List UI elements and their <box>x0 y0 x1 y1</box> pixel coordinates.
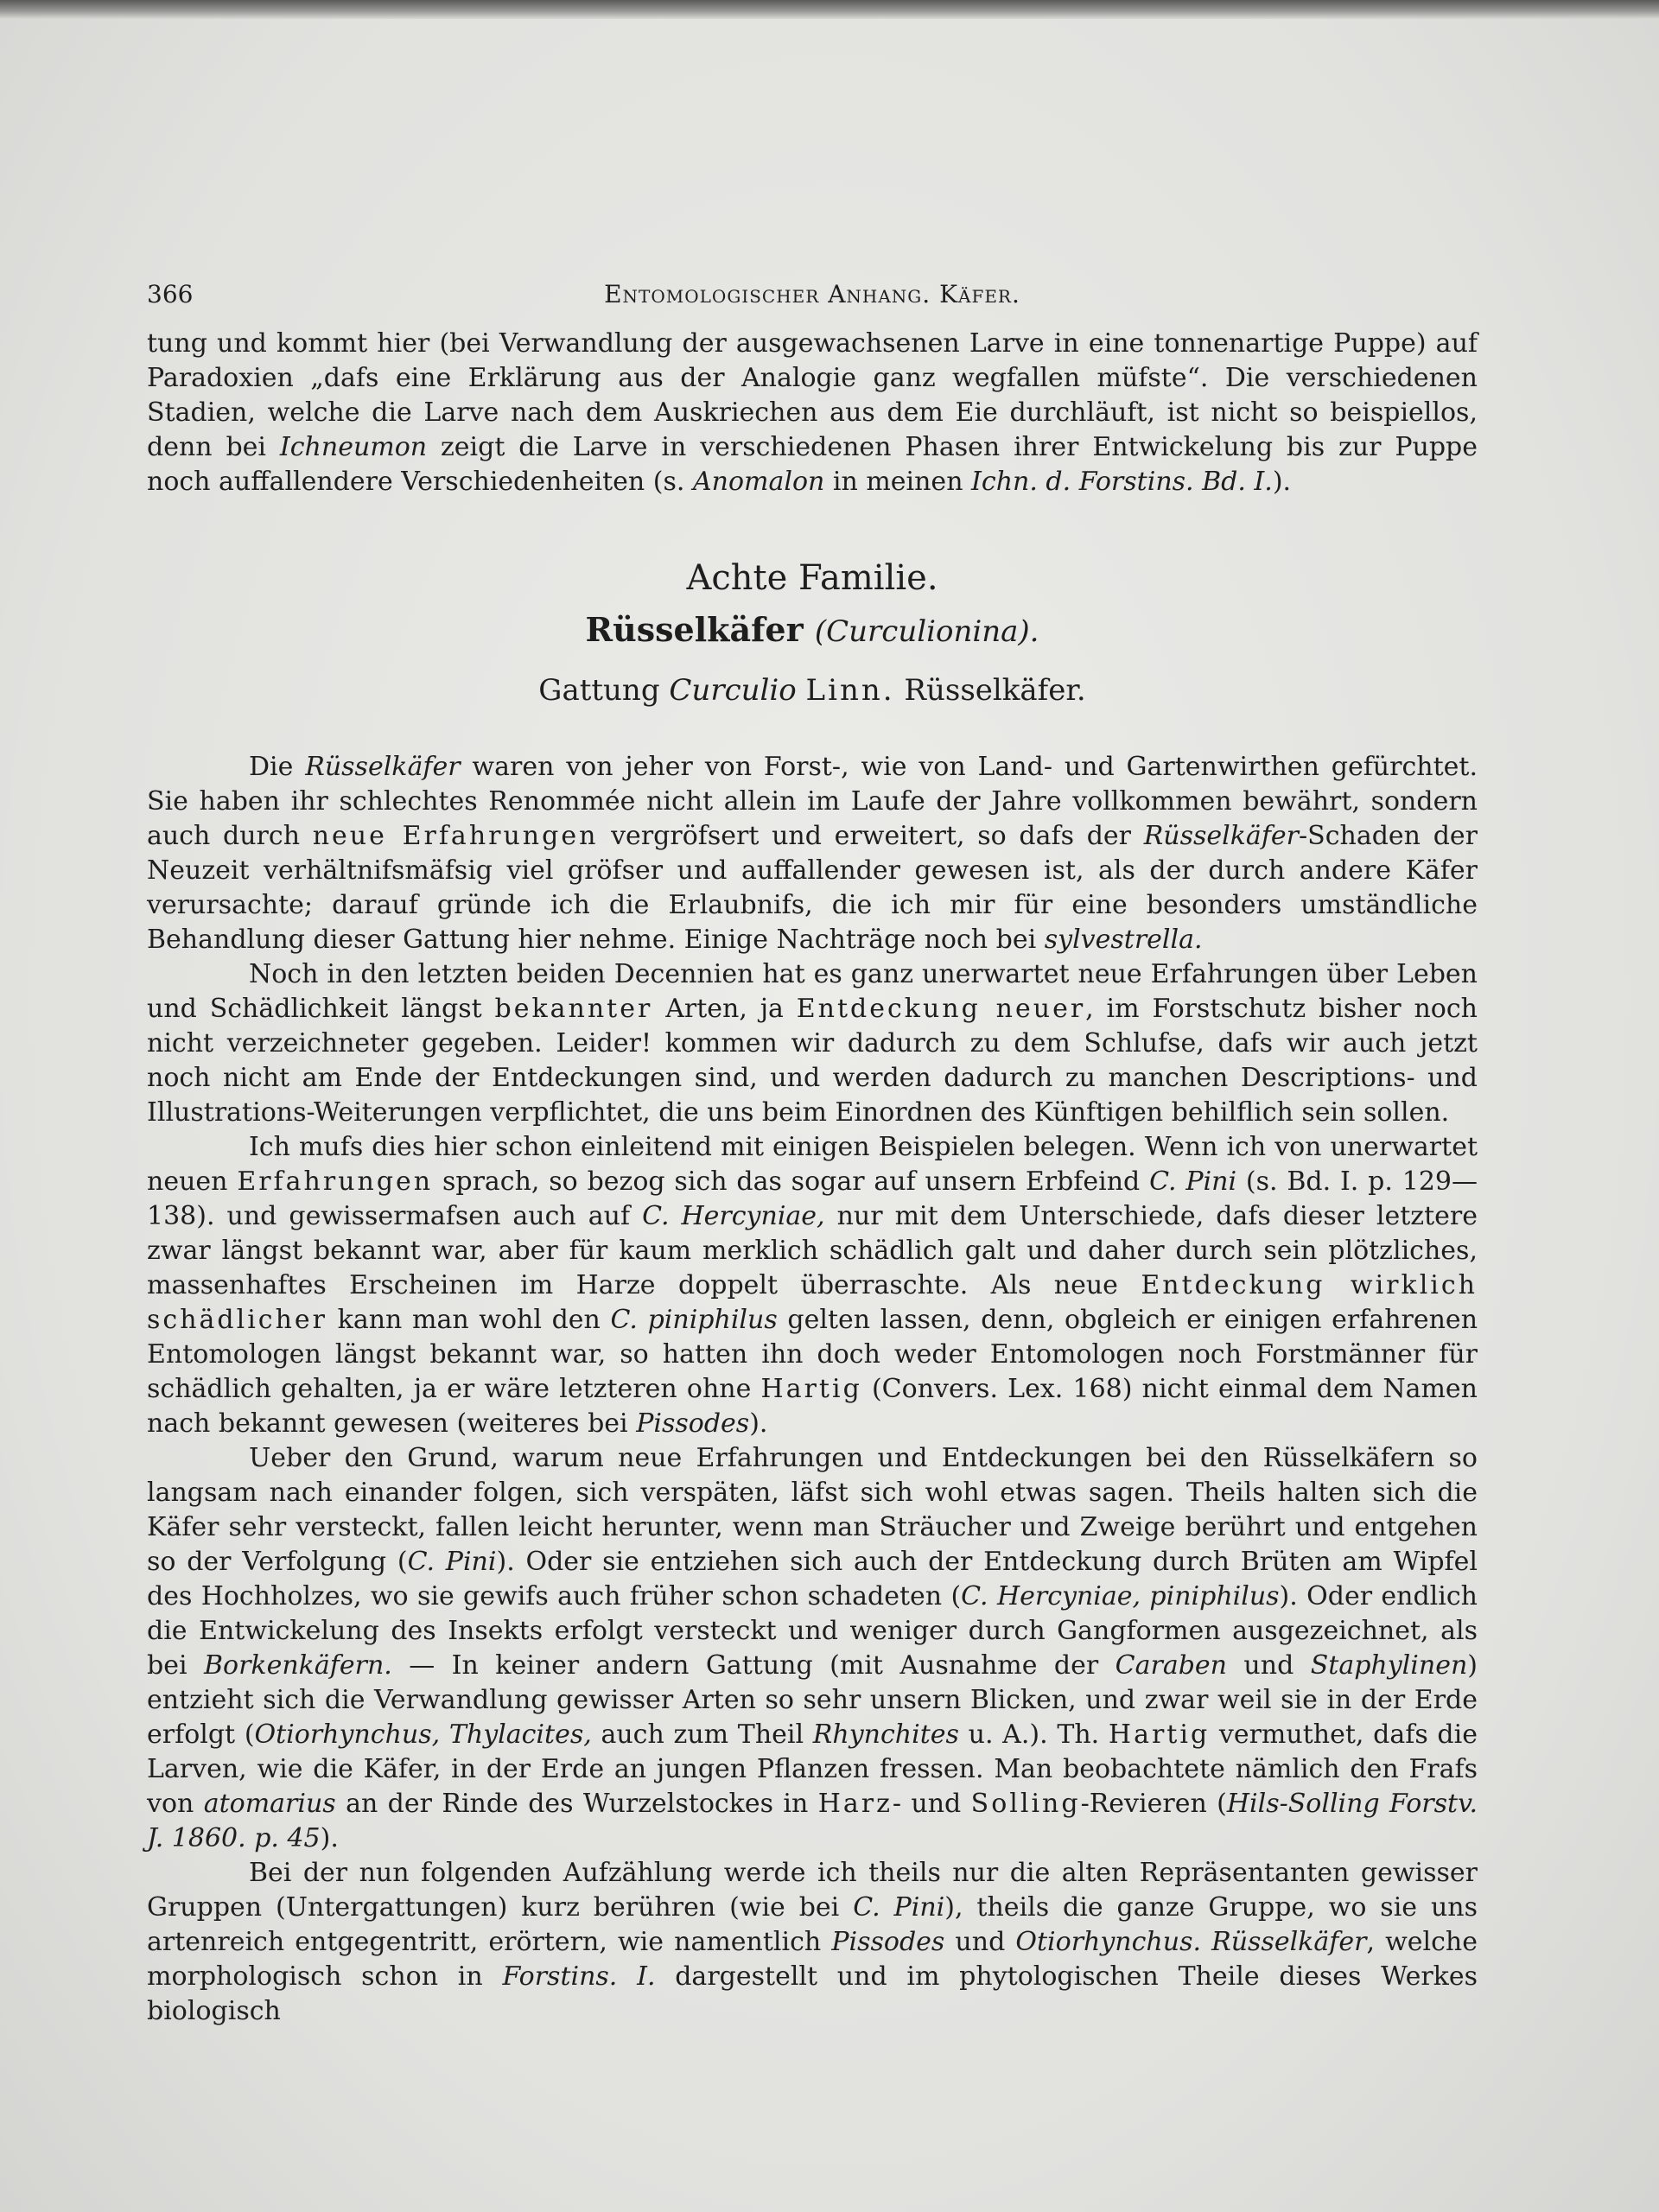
running-title: Entomologischer Anhang. Käfer. <box>604 280 1020 308</box>
running-head <box>147 273 1478 313</box>
text-column <box>147 273 1478 2029</box>
paragraph-2: Noch in den letzten beiden Decennien hat es ganz unerwartet neue Erfahrungen über Leben und Schädlichkeit längst bekannter Arten, ja Entdeckung neuer, im Forstschutz bisher noch nicht verzeichneter gegeben. Leider! kommen wir dadurch zu dem Schlufse, dafs wir auch jetzt noch nicht am Ende der Entdeckungen sind, und werden dadurch zu manchen Descriptions- und Illustrations-Weiterungen verpflichtet, die uns beim Einordnen des Künftigen behilflich sein sollen. <box>147 959 1478 1128</box>
family-name: Rüsselkäfer (Curculionina). <box>585 610 1039 649</box>
page-number: 366 <box>147 280 194 308</box>
intro-paragraph: tung und kommt hier (bei Verwandlung der ausgewachsenen Larve in eine tonnenartige Puppe) auf Paradoxien „dafs eine Erklärung aus der Analogie ganz wegfallen müfste“. Die verschiedenen Stadien, welche die Larve nach dem Auskriechen aus dem Eie durchläuft, ist nicht so beispiellos, denn bei Ichneumon zeigt die Larve in verschiedenen Phasen ihrer Entwickelung bis zur Puppe noch auffallendere Verschiedenheiten (s. Anomalon in meinen Ichn. d. Forstins. Bd. I.). <box>147 328 1478 497</box>
paragraph-1: Die Rüsselkäfer waren von jeher von Forst-, wie von Land- und Gartenwirthen gefürchtet. Sie haben ihr schlechtes Renommée nicht allein im Laufe der Jahre vollkommen bewährt, sondern auch durch neue Erfahrungen vergröfsert und erweitert, so dafs der Rüsselkäfer-Schaden der Neuzeit verhältnifsmäfsig viel gröfser und auffallender gewesen ist, als der durch andere Käfer verursachte; darauf gründe ich die Erlaubnifs, die ich mir für eine besonders umständliche Behandlung dieser Gattung hier nehme. Einige Nachträge noch bei sylvestrella. <box>147 752 1478 955</box>
family-title: Achte Familie. <box>686 558 938 598</box>
paragraph-4: Ueber den Grund, warum neue Erfahrungen und Entdeckungen bei den Rüsselkäfern so langsam nach einander folgen, sich verspäten, läfst sich wohl etwas sagen. Theils halten sich die Käfer sehr versteckt, fallen leicht herunter, wenn man Sträucher und Zweige berührt und entgehen so der Verfolgung (C. Pini). Oder sie entziehen sich auch der Entdeckung durch Brüten am Wipfel des Hochholzes, wo sie gewifs auch früher schon schadeten (C. Hercyniae, piniphilus). Oder endlich die Entwickelung des Insekts erfolgt versteckt und weniger durch Gangformen ausgezeichnet, als bei Borkenkäfern. — In keiner andern Gattung (mit Ausnahme der Caraben und Staphylinen) entzieht sich die Verwandlung gewisser Arten so sehr unsern Blicken, und zwar weil sie in der Erde erfolgt (Otiorhynchus, Thylacites, auch zum Theil Rhynchites u. A.). Th. Hartig vermuthet, dafs die Larven, wie die Käfer, in der Erde an jungen Pflanzen fressen. Man beobachtete nämlich den Frafs von atomarius an der Rinde des Wurzelstockes in Harz- und Solling-Revieren (Hils-Solling Forstv. J. 1860. p. 45). <box>147 1443 1478 1853</box>
paragraph-3: Ich mufs dies hier schon einleitend mit einigen Beispielen belegen. Wenn ich von unerwartet neuen Erfahrungen sprach, so bezog sich das sogar auf unsern Erbfeind C. Pini (s. Bd. I. p. 129—138). und gewissermafsen auch auf C. Hercyniae, nur mit dem Unterschiede, dafs dieser letztere zwar längst bekannt war, aber für kaum merklich schädlich galt und daher durch sein plötzliches, massenhaftes Erscheinen im Harze doppelt überraschte. Als neue Entdeckung wirklich schädlicher kann man wohl den C. piniphilus gelten lassen, denn, obgleich er einigen erfahrenen Entomologen längst bekannt war, so hatten ihn doch weder Entomologen noch Forstmänner für schädlich gehalten, ja er wäre letzteren ohne Hartig (Convers. Lex. 168) nicht einmal dem Namen nach bekannt gewesen (weiteres bei Pissodes). <box>147 1132 1478 1439</box>
genus-title: Gattung Curculio Linn. Rüsselkäfer. <box>538 673 1086 708</box>
paragraph-5: Bei der nun folgenden Aufzählung werde ich theils nur die alten Repräsentanten gewisser Gruppen (Untergattungen) kurz berühren (wie bei C. Pini), theils die ganze Gruppe, wo sie uns artenreich entgegentritt, erörtern, wie namentlich Pissodes und Otiorhynchus. Rüsselkäfer, welche morphologisch schon in Forstins. I. dargestellt und im phytologischen Theile dieses Werkes biologisch <box>147 1858 1478 2026</box>
section-heading <box>147 553 1478 715</box>
page-top-edge <box>0 0 1659 19</box>
